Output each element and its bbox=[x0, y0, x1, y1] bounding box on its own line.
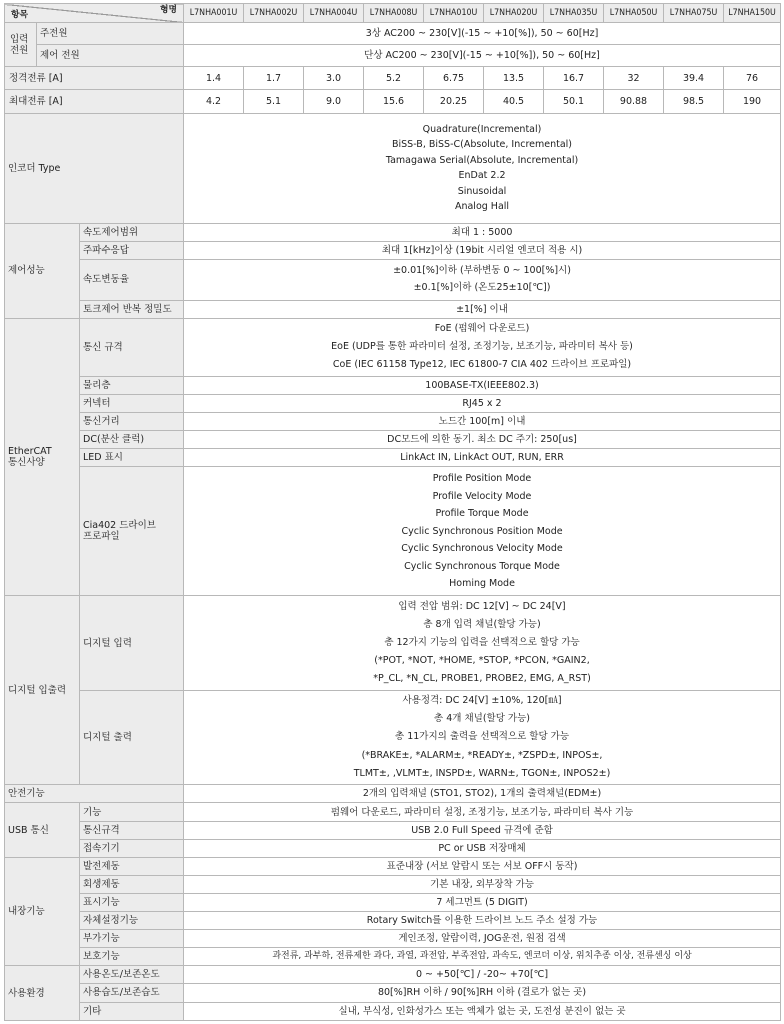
comm-standard-label: 통신 규격 bbox=[80, 318, 184, 376]
model-header: L7NHA075U bbox=[664, 4, 724, 23]
header-diagonal-cell bbox=[5, 4, 184, 23]
model-header: L7NHA020U bbox=[484, 4, 544, 23]
table-row bbox=[5, 67, 781, 90]
spec-table bbox=[4, 3, 781, 1021]
regen-brake-label: 회생제동 bbox=[80, 875, 184, 893]
comm-standard-line: EoE (UDP를 통한 파라미터 설정, 조정기능, 보조기능, 파라미터 복사 등) bbox=[331, 341, 633, 353]
display-function-value: 7 세그먼트 (5 DIGIT) bbox=[184, 893, 781, 911]
rated-current-value: 5.2 bbox=[364, 67, 424, 90]
header-row bbox=[5, 4, 781, 23]
encoder-line: Quadrature(Incremental) bbox=[422, 123, 542, 135]
encoder-line: Analog Hall bbox=[454, 201, 510, 213]
dynamic-brake-value: 표준내장 (서보 알람시 또는 서보 OFF시 동작) bbox=[184, 857, 781, 875]
extra-function-label: 부가기능 bbox=[80, 930, 184, 948]
self-setting-label: 자체설정기능 bbox=[80, 912, 184, 930]
comm-distance-label: 통신거리 bbox=[80, 413, 184, 431]
max-current-value: 90.88 bbox=[604, 90, 664, 113]
digital-output-line: TLMT±, ,VLMT±, INSPD±, WARN±, TGON±, INPOS2±) bbox=[353, 767, 611, 779]
max-current-value: 20.25 bbox=[424, 90, 484, 113]
digital-input-line: (*POT, *NOT, *HOME, *STOP, *PCON, *GAIN2, bbox=[374, 655, 590, 667]
speed-variation-value bbox=[184, 260, 781, 300]
connector-label: 커넥터 bbox=[80, 395, 184, 413]
max-current-value: 98.5 bbox=[664, 90, 724, 113]
usb-function-label: 기능 bbox=[80, 803, 184, 821]
control-power-label: 제어 전원 bbox=[37, 45, 184, 67]
table-row bbox=[5, 23, 781, 45]
encoder-line: Tamagawa Serial(Absolute, Incremental) bbox=[385, 154, 579, 166]
rated-current-value: 16.7 bbox=[544, 67, 604, 90]
temperature-label: 사용온도/보존온도 bbox=[80, 966, 184, 984]
digital-io-label: 디지털 입출력 bbox=[5, 596, 80, 785]
table-row bbox=[5, 467, 781, 596]
protection-value: 과전류, 과부하, 전류제한 과다, 과열, 과전압, 부족전압, 과속도, 엔코더 이상, 위치추종 이상, 전류센싱 이상 bbox=[184, 948, 781, 966]
led-display-label: LED 표시 bbox=[80, 449, 184, 467]
cia402-mode: Cyclic Synchronous Position Mode bbox=[401, 525, 563, 537]
comm-standard-line: FoE (펌웨어 다운로드) bbox=[434, 323, 530, 335]
table-row bbox=[5, 930, 781, 948]
table-row bbox=[5, 377, 781, 395]
digital-output-label: 디지털 출력 bbox=[80, 690, 184, 785]
table-row bbox=[5, 45, 781, 67]
usb-spec-value: USB 2.0 Full Speed 규격에 준함 bbox=[184, 821, 781, 839]
rated-current-value: 76 bbox=[724, 67, 781, 90]
safety-label: 안전기능 bbox=[5, 785, 184, 803]
physical-layer-value: 100BASE-TX(IEEE802.3) bbox=[184, 377, 781, 395]
table-row bbox=[5, 596, 781, 691]
table-row bbox=[5, 431, 781, 449]
usb-function-value: 펌웨어 다운로드, 파라미터 설정, 조정기능, 보조기능, 파라미터 복사 기능 bbox=[184, 803, 781, 821]
digital-input-line: 총 12가지 기능의 입력을 선택적으로 할당 가능 bbox=[384, 636, 580, 648]
other-value: 실내, 부식성, 인화성가스 또는 액체가 없는 곳, 도전성 분진이 없는 곳 bbox=[184, 1002, 781, 1021]
digital-input-line: *P_CL, *N_CL, PROBE1, PROBE2, EMG, A_RST) bbox=[373, 673, 591, 685]
comm-distance-value: 노드간 100[m] 이내 bbox=[184, 413, 781, 431]
dynamic-brake-label: 발전제동 bbox=[80, 857, 184, 875]
cia402-mode: Profile Torque Mode bbox=[435, 508, 529, 520]
main-power-label: 주전원 bbox=[37, 23, 184, 45]
digital-output-line: 사용정격: DC 24[V] ±10%, 120[㎃] bbox=[402, 695, 562, 707]
max-current-value: 190 bbox=[724, 90, 781, 113]
digital-output-line: 총 4개 채널(할당 가능) bbox=[434, 713, 530, 725]
model-header: L7NHA004U bbox=[304, 4, 364, 23]
comm-standard-line: CoE (IEC 61158 Type12, IEC 61800-7 CIA 402 드라이브 프로파일) bbox=[332, 359, 632, 371]
table-row bbox=[5, 242, 781, 260]
digital-output-line: 총 11가지의 출력을 선택적으로 할당 가능 bbox=[395, 731, 570, 743]
encoder-value bbox=[184, 113, 781, 224]
led-display-value: LinkAct IN, LinkAct OUT, RUN, ERR bbox=[184, 449, 781, 467]
max-current-value: 5.1 bbox=[244, 90, 304, 113]
item-label: 항목 bbox=[11, 10, 28, 20]
model-header: L7NHA008U bbox=[364, 4, 424, 23]
control-label: 제어성능 bbox=[5, 224, 80, 319]
cia402-mode: Profile Velocity Mode bbox=[432, 490, 532, 502]
table-row bbox=[5, 785, 781, 803]
cia402-mode: Homing Mode bbox=[449, 578, 515, 590]
cia402-label-line: Cia402 드라이브 bbox=[83, 520, 156, 532]
rated-current-label: 정격전류 [A] bbox=[5, 67, 184, 90]
digital-input-label: 디지털 입력 bbox=[80, 596, 184, 691]
comm-standard-value bbox=[184, 318, 781, 376]
main-power-value: 3상 AC200 ~ 230[V](-15 ~ +10[%]), 50 ~ 60[Hz] bbox=[184, 23, 781, 45]
cia402-label bbox=[80, 467, 184, 596]
table-row bbox=[5, 90, 781, 113]
temperature-value: 0 ~ +50[℃] / -20~ +70[℃] bbox=[184, 966, 781, 984]
model-header: L7NHA050U bbox=[604, 4, 664, 23]
control-power-value: 단상 AC200 ~ 230[V](-15 ~ +10[%]), 50 ~ 60[Hz] bbox=[184, 45, 781, 67]
model-header: L7NHA150U bbox=[724, 4, 781, 23]
speed-range-value: 최대 1 : 5000 bbox=[184, 224, 781, 242]
dc-clock-label: DC(분산 클럭) bbox=[80, 431, 184, 449]
rated-current-value: 39.4 bbox=[664, 67, 724, 90]
speed-variation-label: 속도변동율 bbox=[80, 260, 184, 300]
model-label: 형명 bbox=[160, 5, 178, 15]
dc-clock-value: DC모드에 의한 동기. 최소 DC 주기: 250[us] bbox=[184, 431, 781, 449]
max-current-value: 50.1 bbox=[544, 90, 604, 113]
model-header: L7NHA010U bbox=[424, 4, 484, 23]
freq-response-value: 최대 1[kHz]이상 (19bit 시리얼 엔코더 적용 시) bbox=[184, 242, 781, 260]
table-row bbox=[5, 984, 781, 1002]
ethercat-label bbox=[5, 318, 80, 596]
table-row bbox=[5, 1002, 781, 1021]
torque-precision-value: ±1[%] 이내 bbox=[184, 300, 781, 318]
speed-variation-line: ±0.01[%]이하 (부하변동 0 ~ 100[%]시) bbox=[393, 265, 571, 277]
table-row bbox=[5, 948, 781, 966]
max-current-label: 최대전류 [A] bbox=[5, 90, 184, 113]
rated-current-value: 6.75 bbox=[424, 67, 484, 90]
cia402-label-line: 프로파일 bbox=[83, 531, 120, 543]
connector-value: RJ45 x 2 bbox=[184, 395, 781, 413]
usb-label: USB 통신 bbox=[5, 803, 80, 857]
rated-current-value: 13.5 bbox=[484, 67, 544, 90]
table-row bbox=[5, 224, 781, 242]
input-power-label: 입력 전원 bbox=[5, 23, 37, 67]
extra-function-value: 게인조정, 알람이력, JOG운전, 원점 검색 bbox=[184, 930, 781, 948]
max-current-value: 4.2 bbox=[184, 90, 244, 113]
cia402-mode: Cyclic Synchronous Torque Mode bbox=[404, 560, 560, 572]
digital-output-line: (*BRAKE±, *ALARM±, *READY±, *ZSPD±, INPOS±, bbox=[361, 749, 603, 761]
table-row bbox=[5, 893, 781, 911]
table-row bbox=[5, 803, 781, 821]
speed-range-label: 속도제어범위 bbox=[80, 224, 184, 242]
table-row bbox=[5, 300, 781, 318]
self-setting-value: Rotary Switch를 이용한 드라이브 노드 주소 설정 가능 bbox=[184, 912, 781, 930]
digital-output-value bbox=[184, 690, 781, 785]
digital-input-line: 총 8개 입력 채널(할당 가능) bbox=[423, 618, 541, 630]
table-row bbox=[5, 690, 781, 785]
cia402-value bbox=[184, 467, 781, 596]
encoder-line: EnDat 2.2 bbox=[458, 170, 506, 182]
protection-label: 보호기능 bbox=[80, 948, 184, 966]
cia402-mode: Profile Position Mode bbox=[432, 473, 532, 485]
digital-input-line: 입력 전압 범위: DC 12[V] ~ DC 24[V] bbox=[398, 600, 566, 612]
usb-spec-label: 통신규격 bbox=[80, 821, 184, 839]
table-row bbox=[5, 318, 781, 376]
humidity-value: 80[%]RH 이하 / 90[%]RH 이하 (결로가 없는 곳) bbox=[184, 984, 781, 1002]
table-row bbox=[5, 839, 781, 857]
max-current-value: 9.0 bbox=[304, 90, 364, 113]
table-row bbox=[5, 857, 781, 875]
ethercat-label-line: 통신사양 bbox=[8, 456, 45, 468]
encoder-line: Sinusoidal bbox=[457, 185, 507, 197]
encoder-line: BiSS-B, BiSS-C(Absolute, Incremental) bbox=[392, 139, 573, 151]
display-function-label: 표시기능 bbox=[80, 893, 184, 911]
usb-device-value: PC or USB 저장매체 bbox=[184, 839, 781, 857]
humidity-label: 사용습도/보존습도 bbox=[80, 984, 184, 1002]
speed-variation-line: ±0.1[%]이하 (온도25±10[℃]) bbox=[413, 281, 551, 293]
table-row bbox=[5, 875, 781, 893]
rated-current-value: 32 bbox=[604, 67, 664, 90]
table-row bbox=[5, 912, 781, 930]
other-label: 기타 bbox=[80, 1002, 184, 1021]
max-current-value: 40.5 bbox=[484, 90, 544, 113]
freq-response-label: 주파수응답 bbox=[80, 242, 184, 260]
rated-current-value: 1.4 bbox=[184, 67, 244, 90]
builtin-label: 내장기능 bbox=[5, 857, 80, 966]
usb-device-label: 접속기기 bbox=[80, 839, 184, 857]
table-row bbox=[5, 449, 781, 467]
table-row bbox=[5, 966, 781, 984]
model-header: L7NHA001U bbox=[184, 4, 244, 23]
ethercat-label-line: EtherCAT bbox=[8, 445, 52, 457]
model-header: L7NHA002U bbox=[244, 4, 304, 23]
max-current-value: 15.6 bbox=[364, 90, 424, 113]
rated-current-value: 3.0 bbox=[304, 67, 364, 90]
digital-input-value bbox=[184, 596, 781, 691]
environment-label: 사용환경 bbox=[5, 966, 80, 1021]
table-row bbox=[5, 113, 781, 224]
rated-current-value: 1.7 bbox=[244, 67, 304, 90]
table-row bbox=[5, 413, 781, 431]
table-row bbox=[5, 821, 781, 839]
physical-layer-label: 물리층 bbox=[80, 377, 184, 395]
table-row bbox=[5, 395, 781, 413]
model-header: L7NHA035U bbox=[544, 4, 604, 23]
encoder-label: 인코더 Type bbox=[5, 113, 184, 224]
table-row bbox=[5, 260, 781, 300]
torque-precision-label: 토크제어 반복 정밀도 bbox=[80, 300, 184, 318]
regen-brake-value: 기본 내장, 외부장착 가능 bbox=[184, 875, 781, 893]
safety-value: 2개의 입력채널 (STO1, STO2), 1개의 출력채널(EDM±) bbox=[184, 785, 781, 803]
cia402-mode: Cyclic Synchronous Velocity Mode bbox=[401, 543, 563, 555]
